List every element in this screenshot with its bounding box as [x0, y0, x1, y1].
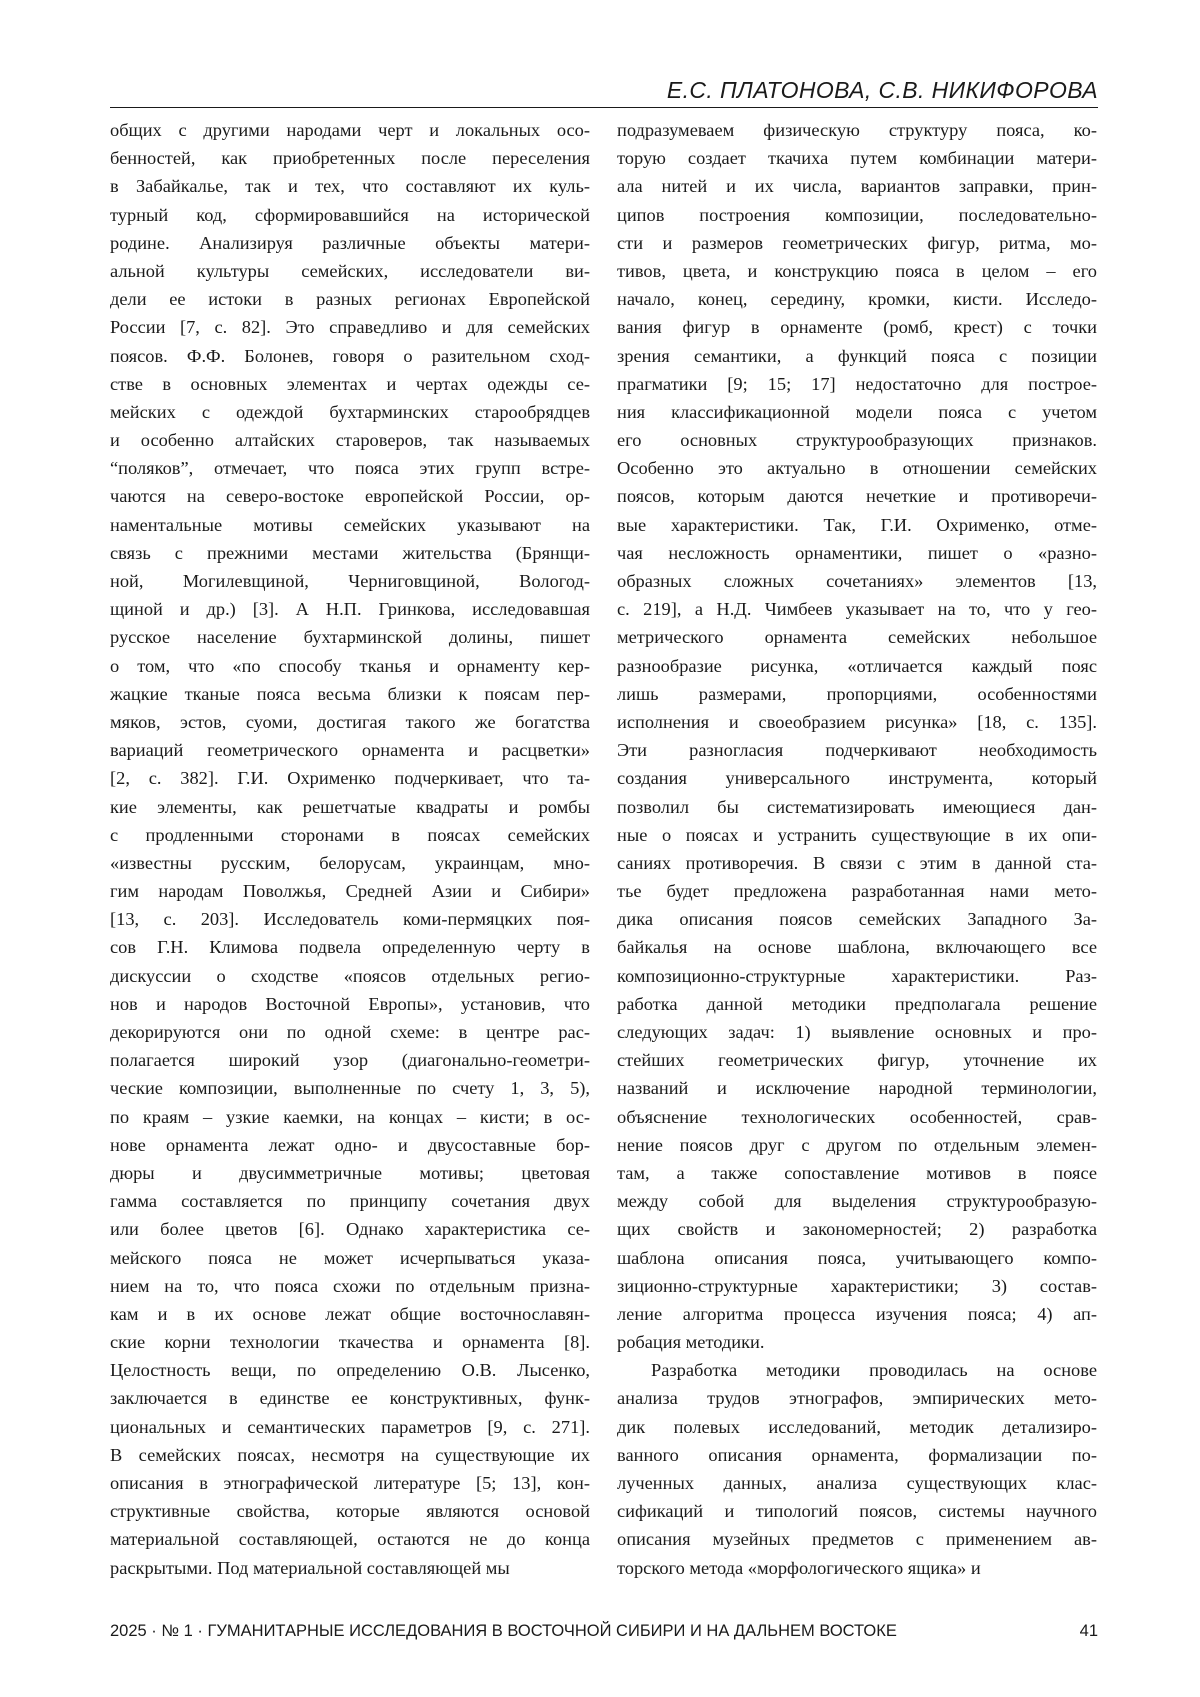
text-line: раскрытыми. Под материальной составляющей мы: [110, 1557, 510, 1578]
text-line: России [7, с. 82]. Это справедливо и для семейских: [110, 317, 590, 338]
text-line: метрического орнамента семейских небольшое: [617, 627, 1097, 648]
text-line: дика описания поясов семейских Западного За-: [617, 909, 1097, 930]
text-line: там, а также сопоставление мотивов в поясе: [617, 1162, 1097, 1183]
text-line: разнообразие рисунка, «отличается каждый пояс: [617, 655, 1097, 676]
text-line: прагматики [9; 15; 17] недостаточно для построе-: [617, 373, 1097, 394]
text-line: кие элементы, как решетчатые квадраты и ромбы: [110, 796, 590, 817]
text-line: шаблона описания пояса, учитывающего компо-: [617, 1247, 1097, 1268]
text-line: сификаций и типологий поясов, системы научного: [617, 1501, 1097, 1522]
text-line: позволил бы систематизировать имеющиеся дан-: [617, 796, 1097, 817]
text-line: тье будет предложена разработанная нами мето-: [617, 881, 1097, 902]
text-line: объяснение технологических особенностей, срав-: [617, 1106, 1097, 1127]
text-line: тивов, цвета, и конструкцию пояса в целом – его: [617, 260, 1097, 281]
text-line: ванного описания орнамента, формализации по-: [617, 1444, 1097, 1465]
right-column: [617, 116, 1097, 1582]
text-line: торую создает ткачиха путем комбинации матери-: [617, 148, 1097, 169]
text-line: турный код, сформировавшийся на исторической: [110, 204, 590, 225]
page-number: 41: [1079, 1622, 1098, 1640]
text-line: нов и народов Восточной Европы», установив, что: [110, 993, 590, 1014]
running-head-authors: Е.С. ПЛАТОНОВА, С.В. НИКИФОРОВА: [666, 77, 1098, 103]
text-line: нием на то, что пояса схожи по отдельным призна-: [110, 1275, 590, 1296]
text-line: ные о поясах и устранить существующие в их опи-: [617, 824, 1097, 845]
text-line: зиционно-структурные характеристики; 3) состав-: [617, 1275, 1097, 1296]
text-line: ление алгоритма процесса изучения пояса; 4) ап-: [617, 1303, 1097, 1324]
header-rule: [110, 107, 1098, 108]
text-line: поясов, которым даются нечеткие и противоречи-: [617, 486, 1097, 507]
text-line: ские корни технологии ткачества и орнамента [8].: [110, 1332, 590, 1353]
text-line: композиционно-структурные характеристики. Раз-: [617, 965, 1097, 986]
text-line: русское население бухтарминской долины, пишет: [110, 627, 590, 648]
text-line: лишь размерами, пропорциями, особенностями: [617, 683, 1097, 704]
text-line: наментальные мотивы семейских указывают на: [110, 514, 590, 535]
text-line: мейских с одеждой бухтарминских старообрядцев: [110, 401, 590, 422]
text-line: гамма составляется по принципу сочетания двух: [110, 1191, 590, 1212]
journal-title: 2025 · № 1 · ГУМАНИТАРНЫЕ ИССЛЕДОВАНИЯ В ВОСТОЧНОЙ СИБИРИ И НА ДАЛЬНЕМ ВОСТОКЕ: [110, 1622, 897, 1640]
text-line: с. 219], а Н.Д. Чимбеев указывает на то, что у гео-: [617, 599, 1097, 620]
text-line: стве в основных элементах и чертах одежды се-: [110, 373, 590, 394]
text-line: между собой для выделения структурообразую-: [617, 1191, 1097, 1212]
text-line: Особенно это актуально в отношении семейских: [617, 458, 1097, 479]
text-line: саниях противоречия. В связи с этим в данной ста-: [617, 852, 1097, 873]
page-footer: [110, 1620, 1098, 1642]
text-line: Разработка методики проводилась на основе: [651, 1360, 1097, 1381]
text-line: вариаций геометрического орнамента и расцветки»: [110, 740, 590, 761]
text-line: сов Г.Н. Климова подвела определенную черту в: [110, 937, 590, 958]
text-line: сти и размеров геометрических фигур, ритма, мо-: [617, 232, 1097, 253]
text-line: щих свойств и закономерностей; 2) разработка: [617, 1219, 1097, 1240]
text-line: нение поясов друг с другом по отдельным элемен-: [617, 1134, 1097, 1155]
text-line: о том, что «по способу тканья и орнаменту кер-: [110, 655, 590, 676]
text-line: ческие композиции, выполненные по счету 1, 3, 5),: [110, 1078, 590, 1099]
text-line: работка данной методики предполагала решение: [617, 993, 1097, 1014]
text-line: бенностей, как приобретенных после переселения: [110, 148, 590, 169]
text-line: с продленными сторонами в поясах семейских: [110, 824, 590, 845]
text-line: [2, с. 382]. Г.И. Охрименко подчеркивает, что та-: [110, 768, 590, 789]
text-line: робация методики.: [617, 1332, 765, 1353]
text-line: зрения семантики, а функций пояса с позиции: [617, 345, 1097, 366]
text-line: щиной и др.) [3]. А Н.П. Гринкова, исследовавшая: [110, 599, 590, 620]
text-line: создания универсального инструмента, который: [617, 768, 1097, 789]
text-line: и особенно алтайских староверов, так называемых: [110, 430, 590, 451]
text-line: описания музейных предметов с применением ав-: [617, 1529, 1097, 1550]
text-line: [13, с. 203]. Исследователь коми-пермяцких поя-: [110, 909, 590, 930]
text-line: дик полевых исследований, методик детализиро-: [617, 1416, 1097, 1437]
text-line: образных сложных сочетаниях» элементов [13,: [617, 571, 1097, 591]
text-line: подразумеваем физическую структуру пояса, ко-: [617, 120, 1097, 140]
text-line: вания фигур в орнаменте (ромб, крест) с точки: [617, 317, 1097, 338]
text-line: начало, конец, середину, кромки, кисти. Исследо-: [617, 289, 1097, 310]
left-column: [110, 116, 590, 1582]
text-line: дюры и двусимметричные мотивы; цветовая: [110, 1162, 590, 1183]
text-line: В семейских поясах, несмотря на существующие их: [110, 1444, 590, 1465]
text-line: структивные свойства, которые являются основой: [110, 1501, 590, 1522]
text-line: или более цветов [6]. Однако характеристика се-: [110, 1219, 590, 1240]
text-line: в Забайкалье, так и тех, что составляют их куль-: [110, 176, 590, 197]
text-line: Целостность вещи, по определению О.В. Лысенко,: [110, 1360, 590, 1381]
text-line: его основных структурообразующих признаков.: [617, 430, 1097, 451]
text-line: декорируются они по одной схеме: в центре рас-: [110, 1022, 590, 1042]
text-line: альной культуры семейских, исследователи ви-: [110, 260, 590, 281]
text-line: общих с другими народами черт и локальных осо-: [110, 120, 590, 140]
text-line: поясов. Ф.Ф. Болонев, говоря о разительном сход-: [110, 345, 590, 366]
text-line: Эти разногласия подчеркивают необходимость: [617, 740, 1097, 761]
text-line: ала нитей и их числа, вариантов заправки, прин-: [617, 176, 1097, 197]
text-line: следующих задач: 1) выявление основных и про-: [617, 1022, 1097, 1042]
text-line: ния классификационной модели пояса с учетом: [617, 401, 1097, 422]
text-line: вые характеристики. Так, Г.И. Охрименко, отме-: [617, 514, 1097, 535]
text-line: нове орнамента лежат одно- и двусоставные бор-: [110, 1134, 590, 1155]
text-line: ной, Могилевщиной, Черниговщиной, Вологод-: [110, 571, 590, 591]
text-line: “поляков”, отмечает, что пояса этих групп встре-: [110, 458, 590, 479]
text-line: лученных данных, анализа существующих клас-: [617, 1473, 1097, 1493]
text-line: торского метода «морфологического ящика» и: [617, 1557, 981, 1578]
text-line: родине. Анализируя различные объекты матери-: [110, 232, 590, 253]
text-line: материальной составляющей, остаются не до конца: [110, 1529, 590, 1550]
text-line: описания в этнографической литературе [5; 13], кон-: [110, 1473, 590, 1493]
text-line: мейского пояса не может исчерпываться указа-: [110, 1247, 590, 1268]
text-line: стейших геометрических фигур, уточнение их: [617, 1050, 1097, 1071]
text-line: чаются на северо-востоке европейской России, ор-: [110, 486, 590, 507]
text-line: полагается широкий узор (диагонально-геометри-: [110, 1050, 590, 1071]
text-line: заключается в единстве ее конструктивных, функ-: [110, 1388, 590, 1409]
text-line: ципов построения композиции, последовательно-: [617, 204, 1097, 225]
text-line: байкалья на основе шаблона, включающего все: [617, 937, 1097, 958]
text-line: анализа трудов этнографов, эмпирических мето-: [617, 1388, 1097, 1409]
text-line: связь с прежними местами жительства (Брянщи-: [110, 542, 590, 563]
text-line: циональных и семантических параметров [9, с. 271].: [110, 1416, 590, 1437]
text-line: названий и исключение народной терминологии,: [617, 1078, 1097, 1099]
text-line: дели ее истоки в разных регионах Европейской: [110, 289, 590, 310]
text-line: «известны русским, белорусам, украинцам, мно-: [110, 852, 590, 873]
text-line: мяков, эстов, суоми, достигая такого же богатства: [110, 711, 590, 732]
text-line: жацкие тканые пояса весьма близки к поясам пер-: [110, 683, 590, 704]
text-line: исполнения и своеобразием рисунка» [18, с. 135].: [617, 711, 1097, 732]
text-line: гим народам Поволжья, Средней Азии и Сибири»: [110, 881, 590, 902]
text-line: по краям – узкие каемки, на концах – кисти; в ос-: [110, 1106, 590, 1127]
text-line: кам и в их основе лежат общие восточнославян-: [110, 1303, 590, 1324]
text-line: дискуссии о сходстве «поясов отдельных регио-: [110, 965, 590, 986]
text-line: чая несложность орнаментики, пишет о «разно-: [617, 542, 1097, 563]
